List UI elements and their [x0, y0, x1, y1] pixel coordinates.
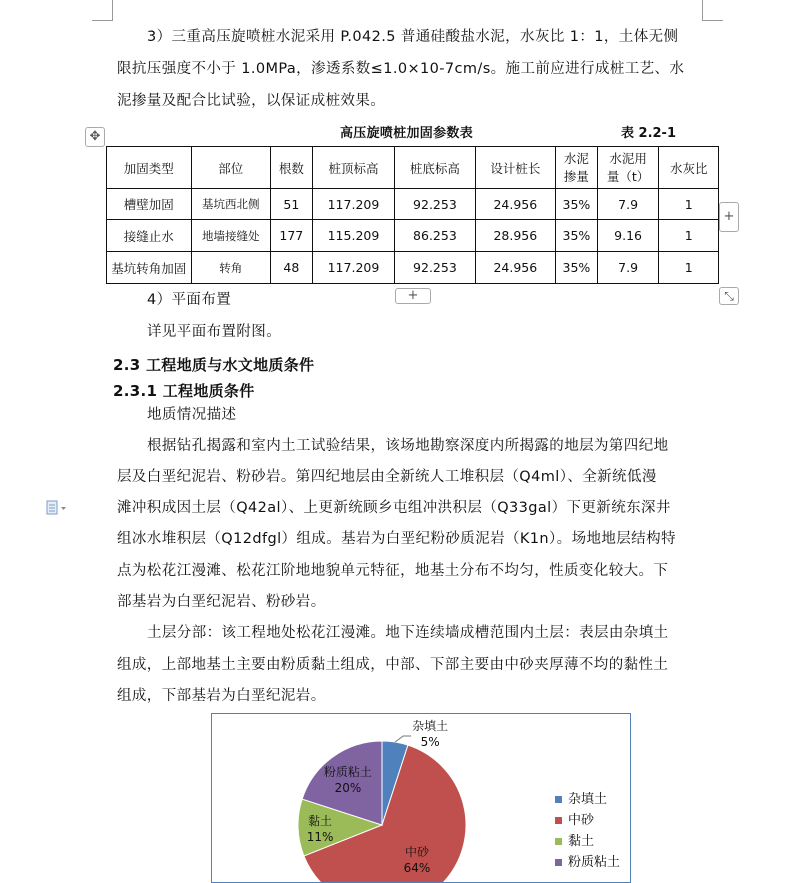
- paragraph-line: 层及白垩纪泥岩、粉砂岩。第四纪地层由全新统人工堆积层（Q4ml）、全新统低漫: [117, 469, 657, 485]
- table-cell: 接缝止水: [107, 220, 192, 252]
- table-header-line: 量（t）: [606, 168, 650, 184]
- table-cell: 槽壁加固: [107, 189, 192, 220]
- table-header-cell: [556, 147, 598, 189]
- table-caption: 高压旋喷桩加固参数表: [340, 126, 474, 141]
- table-cell: 24.956: [475, 189, 555, 220]
- paragraph-line: 组成，下部基岩为白垩纪泥岩。: [117, 688, 326, 704]
- legend-label: 中砂: [568, 813, 595, 828]
- table-cell: 92.253: [395, 189, 475, 220]
- table-header-cell: 设计桩长: [475, 147, 555, 189]
- table-cell: 1: [659, 220, 719, 252]
- table-move-handle-icon[interactable]: ✥: [85, 127, 105, 147]
- table-row: [107, 189, 719, 220]
- paragraph-line: 详见平面布置附图。: [147, 324, 282, 340]
- data-label-value: 20%: [334, 781, 362, 796]
- table-cell: 115.209: [312, 220, 395, 252]
- data-label-name: 中砂: [404, 844, 429, 859]
- table-header-cell: 加固类型: [107, 147, 192, 189]
- data-label-name: 黏土: [308, 813, 333, 828]
- data-label-name: 杂填土: [412, 719, 449, 733]
- table-cell: 24.956: [475, 252, 555, 284]
- data-label-value: 11%: [306, 829, 334, 844]
- legend-item: [555, 788, 607, 807]
- table-row: [107, 252, 719, 284]
- table-header-row: [107, 147, 719, 189]
- table-cell: 基坑西北侧: [191, 189, 270, 220]
- legend-item: [555, 851, 620, 870]
- table-cell: 35%: [556, 189, 598, 220]
- legend-item: [555, 809, 594, 828]
- table-cell: 1: [659, 189, 719, 220]
- table-header-line: 水泥: [563, 150, 589, 166]
- legend-item: [555, 830, 594, 849]
- table-cell: 51: [270, 189, 312, 220]
- pie-chart-frame[interactable]: [211, 713, 631, 883]
- table-header-cell: 桩底标高: [395, 147, 475, 189]
- paragraph-line: 组冰水堆积层（Q12dfgl）组成。基岩为白垩纪粉砂质泥岩（K1n）。场地地层结构特: [117, 531, 676, 547]
- data-label-name: 粉质粘土: [323, 765, 372, 780]
- paragraph-line: 土层分部：该工程地处松花江漫滩。地下连续墙成槽范围内土层：表层由杂填土: [147, 625, 669, 641]
- section-heading: 2.3 工程地质与水文地质条件: [113, 356, 315, 374]
- table-cell: 35%: [556, 252, 598, 284]
- table-cell: 地墙接缝处: [191, 220, 270, 252]
- page-corner-mark-right: [702, 0, 723, 21]
- subsection-heading: 2.3.1 工程地质条件: [113, 382, 255, 400]
- table-cell: 7.9: [597, 252, 659, 284]
- paragraph-line: 滩冲积成因土层（Q42al）、上更新统顾乡屯组冲洪积层（Q33gal）下更新统东深井: [117, 500, 671, 516]
- table-header-cell: [597, 147, 659, 189]
- table-header-line: 掺量: [563, 168, 589, 184]
- table-cell: 86.253: [395, 220, 475, 252]
- data-label-value: 5%: [420, 735, 440, 749]
- legend-swatch: [555, 838, 562, 845]
- paragraph-line: 组成，上部地基土主要由粉质黏土组成，中部、下部主要由中砂夹厚薄不均的黏性土: [117, 657, 669, 673]
- paragraph-line: 3）三重高压旋喷桩水泥采用 P.042.5 普通硅酸盐水泥，水灰比 1：1，土体无侧: [147, 29, 679, 45]
- table-resize-handle-icon[interactable]: ⤡: [719, 287, 739, 305]
- legend-label: 黏土: [568, 834, 595, 849]
- paragraph-line: 4）平面布置: [147, 292, 232, 308]
- table-cell: 7.9: [597, 189, 659, 220]
- table-cell: 基坑转角加固: [107, 252, 192, 284]
- paragraph-line: 点为松花江漫滩、松花江阶地地貌单元特征，地基土分布不均匀，性质变化较大。下: [117, 563, 669, 579]
- table-cell: 117.209: [312, 252, 395, 284]
- page-corner-mark-left: [92, 0, 113, 21]
- table-cell: 117.209: [312, 189, 395, 220]
- table-cell: 1: [659, 252, 719, 284]
- paragraph-line: 泥掺量及配合比试验，以保证成桩效果。: [117, 93, 386, 109]
- table-cell: 28.956: [475, 220, 555, 252]
- label-leader-line: [395, 736, 411, 742]
- table-cell: 92.253: [395, 252, 475, 284]
- table-number: 表 2.2-1: [621, 126, 676, 141]
- add-column-button[interactable]: +: [719, 202, 739, 232]
- legend-label: 杂填土: [568, 792, 608, 807]
- legend-swatch: [555, 817, 562, 824]
- table-header-cell: 根数: [270, 147, 312, 189]
- table-header-cell: 部位: [191, 147, 270, 189]
- table-cell: 177: [270, 220, 312, 252]
- table-cell: 48: [270, 252, 312, 284]
- legend-label: 粉质粘土: [568, 855, 621, 870]
- add-row-button[interactable]: +: [395, 288, 431, 304]
- paragraph-line: 根据钻孔揭露和室内土工试验结果，该场地勘察深度内所揭露的地层为第四纪地: [147, 438, 669, 454]
- table-header-line: 水泥用: [609, 150, 647, 166]
- table-row: [107, 220, 719, 252]
- legend-swatch: [555, 859, 562, 866]
- table-cell: 9.16: [597, 220, 659, 252]
- document-options-icon[interactable]: [46, 500, 68, 516]
- data-label-value: 64%: [403, 860, 431, 875]
- paragraph-line: 地质情况描述: [147, 407, 237, 423]
- legend-swatch: [555, 796, 562, 803]
- table-cell: 转角: [191, 252, 270, 284]
- paragraph-line: 限抗压强度不小于 1.0MPa，渗透系数≤1.0×10-7cm/s。施工前应进行成桩工艺、水: [117, 61, 685, 77]
- table-header-cell: 水灰比: [659, 147, 719, 189]
- table-header-cell: 桩顶标高: [312, 147, 395, 189]
- parameter-table: [106, 146, 719, 284]
- table-cell: 35%: [556, 220, 598, 252]
- paragraph-line: 部基岩为白垩纪泥岩、粉砂岩。: [117, 594, 326, 610]
